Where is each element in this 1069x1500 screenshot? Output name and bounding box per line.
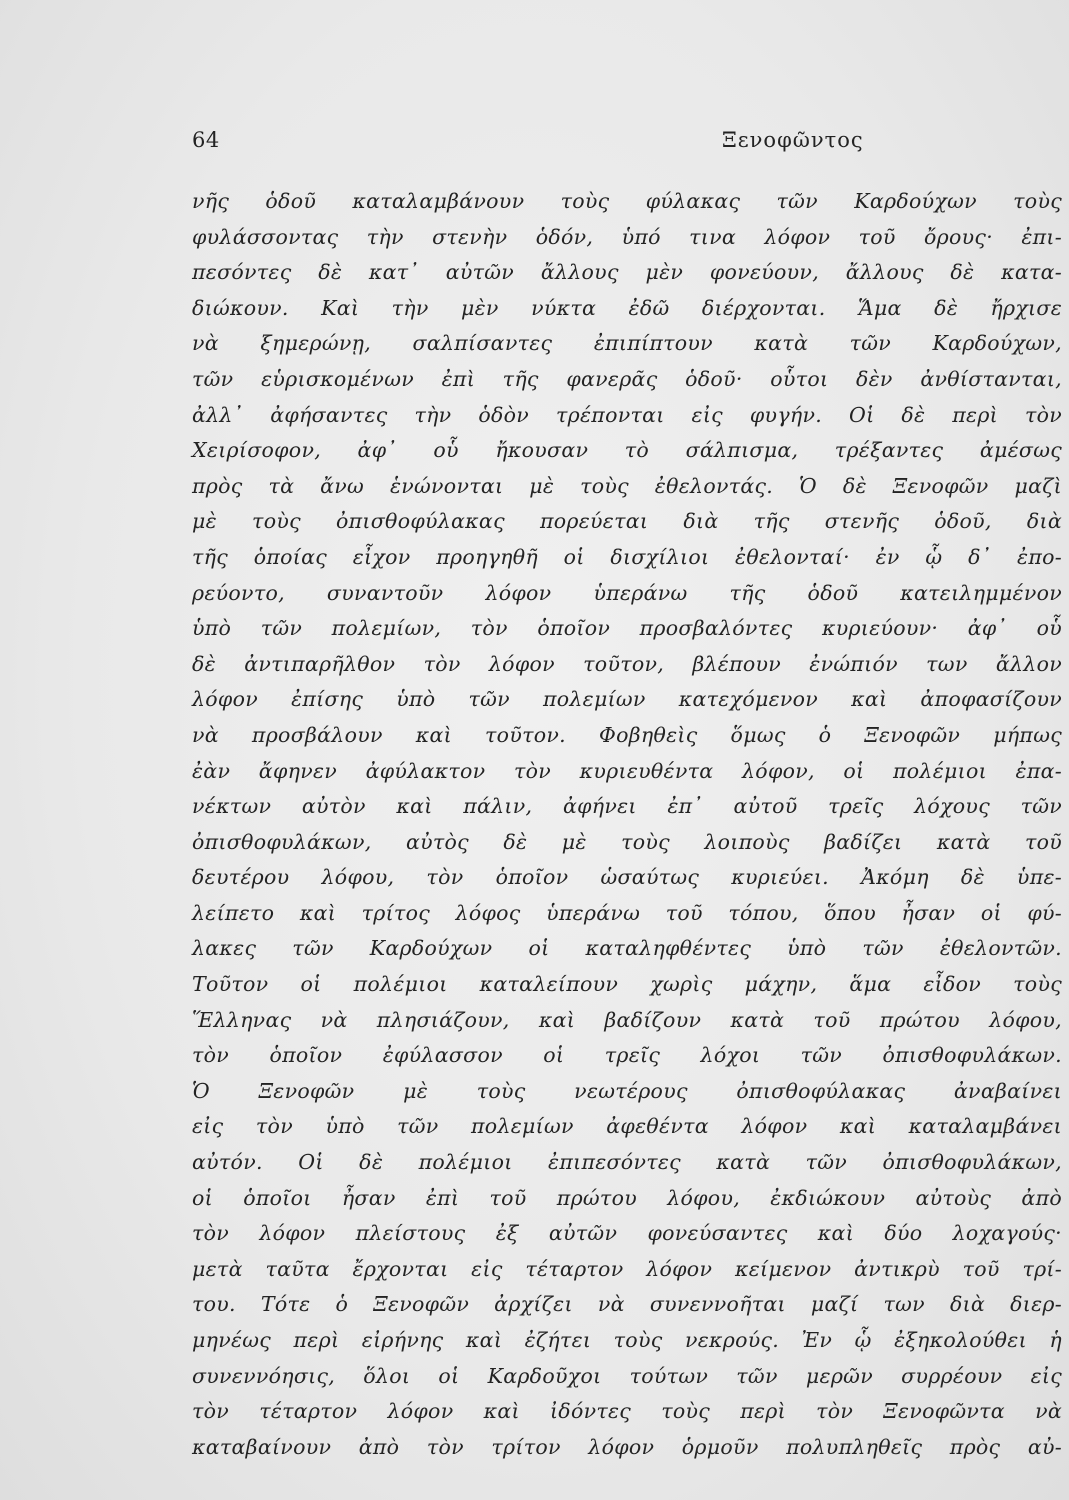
text-line: ἀλλ᾽ ἀφήσαντες τὴν ὁδὸν τρέπονται εἰς φυγήν. Οἱ δὲ περὶ τὸν [192,402,1062,427]
text-line: του. Τότε ὁ Ξενοφῶν ἀρχίζει νὰ συνεννοῆται μαζί των διὰ διερ- [192,1292,1062,1317]
text-line: νὰ προσβάλουν καὶ τοῦτον. Φοβηθεὶς ὅμως ὁ Ξενοφῶν μήπως [192,722,1062,747]
text-line: πρὸς τὰ ἄνω ἑνώνονται μὲ τοὺς ἐθελοντάς. Ὁ δὲ Ξενοφῶν μαζὶ [192,473,1062,498]
text-line: μὲ τοὺς ὀπισθοφύλακας πορεύεται διὰ τῆς στενῆς ὁδοῦ, διὰ [192,509,1062,534]
text-line: τῆς ὁποίας εἶχον προηγηθῆ οἱ δισχίλιοι ἐθελονταί· ἐν ᾧ δ᾽ ἐπο- [192,544,1062,569]
text-line: ὑπὸ τῶν πολεμίων, τὸν ὁποῖον προσβαλόντες κυριεύουν· ἀφ᾽ οὗ [192,616,1062,641]
body-text [192,184,1062,1465]
text-line: πεσόντες δὲ κατ᾽ αὐτῶν ἄλλους μὲν φονεύουν, ἄλλους δὲ κατα- [192,260,1062,285]
text-line: ὀπισθοφυλάκων, αὐτὸς δὲ μὲ τοὺς λοιποὺς βαδίζει κατὰ τοῦ [192,829,1062,854]
running-title: Ξενοφῶντος [722,128,864,152]
text-line: Τοῦτον οἱ πολέμιοι καταλείπουν χωρὶς μάχην, ἅμα εἶδον τοὺς [192,972,1062,997]
text-line: φυλάσσοντας τὴν στενὴν ὁδόν, ὑπό τινα λόφον τοῦ ὄρους· ἐπι- [192,224,1062,249]
text-line: ἐὰν ἄφηνεν ἀφύλακτον τὸν κυριευθέντα λόφον, οἱ πολέμιοι ἐπα- [192,758,1062,783]
text-line: λείπετο καὶ τρίτος λόφος ὑπεράνω τοῦ τόπου, ὅπου ἦσαν οἱ φύ- [192,900,1062,925]
text-line: τὸν λόφον πλείστους ἐξ αὐτῶν φονεύσαντες καὶ δύο λοχαγούς· [192,1221,1062,1246]
text-line: μηνέως περὶ εἰρήνης καὶ ἐζήτει τοὺς νεκρούς. Ἐν ᾧ ἐξηκολούθει ἡ [192,1328,1062,1352]
text-line: Ἕλληνας νὰ πλησιάζουν, καὶ βαδίζουν κατὰ τοῦ πρώτου λόφου, [192,1007,1062,1032]
text-line: εἰς τὸν ὑπὸ τῶν πολεμίων ἀφεθέντα λόφον καὶ καταλαμβάνει [192,1114,1062,1139]
text-line: δευτέρου λόφου, τὸν ὁποῖον ὡσαύτως κυριεύει. Ἀκόμη δὲ ὑπε- [192,865,1062,890]
text-line: καταβαίνουν ἀπὸ τὸν τρίτον λόφον ὁρμοῦν πολυπληθεῖς πρὸς αὐ- [192,1434,1062,1459]
text-line: μετὰ ταῦτα ἔρχονται εἰς τέταρτον λόφον κείμενον ἀντικρὺ τοῦ τρί- [192,1256,1062,1281]
text-line: συνεννόησις, ὅλοι οἱ Καρδοῦχοι τούτων τῶν μερῶν συρρέουν εἰς [192,1363,1062,1388]
text-line: νέκτων αὐτὸν καὶ πάλιν, ἀφήνει ἐπ᾽ αὐτοῦ τρεῖς λόχους τῶν [192,794,1062,819]
text-line: αὐτόν. Οἱ δὲ πολέμιοι ἐπιπεσόντες κατὰ τῶν ὀπισθοφυλάκων, [192,1150,1062,1175]
text-line: λόφον ἐπίσης ὑπὸ τῶν πολεμίων κατεχόμενον καὶ ἀποφασίζουν [192,687,1062,712]
text-line: δὲ ἀντιπαρῆλθον τὸν λόφον τοῦτον, βλέπουν ἐνώπιόν των ἄλλον [192,651,1062,676]
text-line: νῆς ὁδοῦ καταλαμβάνουν τοὺς φύλακας τῶν Καρδούχων τοὺς [192,189,1062,213]
text-line: τῶν εὑρισκομένων ἐπὶ τῆς φανερᾶς ὁδοῦ· οὗτοι δὲν ἀνθίστανται, [192,366,1062,391]
text-line: Ὁ Ξενοφῶν μὲ τοὺς νεωτέρους ὀπισθοφύλακας ἀναβαίνει [192,1078,1062,1103]
page-number: 64 [192,128,220,152]
text-line: Χειρίσοφον, ἀφ᾽ οὗ ἤκουσαν τὸ σάλπισμα, τρέξαντες ἀμέσως [192,438,1062,463]
text-line: τὸν τέταρτον λόφον καὶ ἰδόντες τοὺς περὶ τὸν Ξενοφῶντα νὰ [192,1399,1062,1424]
text-line: νὰ ξημερώνῃ, σαλπίσαντες ἐπιπίπτουν κατὰ τῶν Καρδούχων, [192,331,1062,356]
text-line: οἱ ὁποῖοι ἦσαν ἐπὶ τοῦ πρώτου λόφου, ἐκδιώκουν αὐτοὺς ἀπὸ [192,1185,1062,1210]
page-header [192,128,1062,160]
text-line: λακες τῶν Καρδούχων οἱ καταληφθέντες ὑπὸ τῶν ἐθελοντῶν. [192,936,1062,961]
text-line: διώκουν. Καὶ τὴν μὲν νύκτα ἐδῶ διέρχονται. Ἅμα δὲ ἤρχισε [192,295,1062,320]
text-line: τὸν ὁποῖον ἐφύλασσον οἱ τρεῖς λόχοι τῶν ὀπισθοφυλάκων. [192,1043,1062,1068]
text-line: ρεύοντο, συναντοῦν λόφον ὑπεράνω τῆς ὁδοῦ κατειλημμένον [192,580,1062,605]
